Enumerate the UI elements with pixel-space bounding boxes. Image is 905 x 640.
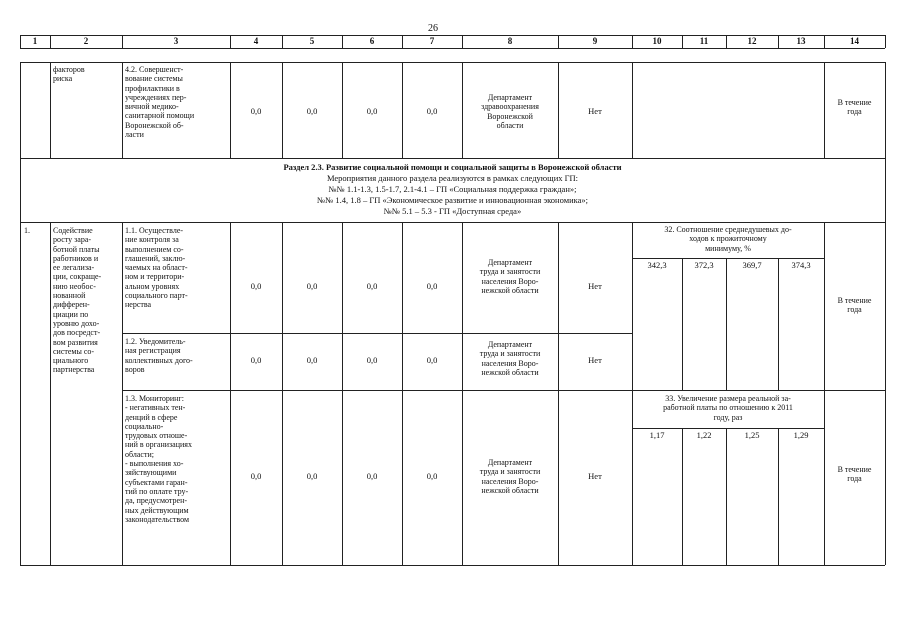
ind32-vline	[778, 258, 779, 390]
r1-col9: Нет	[588, 281, 602, 291]
hdr-vline	[726, 35, 727, 48]
b1-vline	[632, 62, 633, 158]
col-header-4: 4	[253, 36, 259, 46]
b2-vline	[50, 222, 51, 565]
r2-v6: 0,0	[366, 355, 378, 365]
b2-vline	[824, 222, 825, 565]
ind32-label-rule	[632, 258, 824, 259]
table-bottom-rule	[20, 565, 885, 566]
col-header-7: 7	[429, 36, 435, 46]
b2-vline	[342, 222, 343, 565]
b2-col2: Содействие росту зара- ботной платы работников и ее легализа- ции, сокраще- нию необос- нованной дифферен- циации по уровню дохо- дов посредст- вом развития системы со- циального партнерства	[53, 226, 102, 375]
b1-vline	[20, 62, 21, 158]
sec-vline	[885, 158, 886, 222]
section-line-3: №№ 1.4, 1.8 – ГП «Экономическое развитие и инновационная экономика»;	[316, 195, 589, 205]
indicator-32-value: 342,3	[647, 260, 667, 270]
b1-col2: факторов риска	[53, 65, 85, 84]
r2-col9: Нет	[588, 355, 602, 365]
col-header-9: 9	[592, 36, 598, 46]
col-header-13: 13	[796, 36, 806, 46]
r1-col8: Департамент труда и занятости населения Воро- нежской области	[479, 258, 541, 295]
indicator-33-value: 1,22	[696, 430, 712, 440]
r1-col3: 1.1. Осуществле- ние контроля за выполнением со- глашений, заклю- чаемых на област- ном и территори- альном уровнях социального парт- нерства	[125, 226, 188, 310]
r1-v5: 0,0	[306, 281, 318, 291]
section-title: Раздел 2.3. Развитие социальной помощи и социальной защиты в Воронежской области	[283, 162, 622, 172]
ind33-label-rule	[632, 428, 824, 429]
b1-col9: Нет	[588, 106, 602, 116]
b2-vline	[20, 222, 21, 565]
header-bottom-rule	[20, 48, 885, 49]
hdr-vline	[402, 35, 403, 48]
b1-vline	[50, 62, 51, 158]
page-number: 26	[428, 23, 438, 34]
r3-col9: Нет	[588, 471, 602, 481]
b2-col14-a: В течение года	[837, 296, 872, 315]
b1-col3: 4.2. Совершенст- вование системы профилактики в учреждениях пер- вичной медико- санитарной помощи Воронежской об- ласти	[125, 65, 195, 140]
col-header-3: 3	[173, 36, 179, 46]
r1-v7: 0,0	[426, 281, 438, 291]
r1-v4: 0,0	[250, 281, 262, 291]
b2-vline	[558, 222, 559, 565]
header-top-rule	[20, 35, 885, 36]
section-top-rule	[20, 158, 885, 159]
b1-col8: Департамент здравоохранения Воронежской области	[481, 93, 539, 130]
r2-col3: 1.2. Уведомитель- ная регистрация коллективных дого- воров	[125, 337, 193, 374]
col-header-6: 6	[369, 36, 375, 46]
hdr-vline	[282, 35, 283, 48]
hdr-vline	[20, 35, 21, 48]
section-line-2: №№ 1.1-1.3, 1.5-1.7, 2.1-4.1 – ГП «Социальная поддержка граждан»;	[328, 184, 577, 194]
b1-vline	[885, 62, 886, 158]
indicator-33-value: 1,25	[744, 430, 760, 440]
r3-v7: 0,0	[426, 471, 438, 481]
b1-col14: В течение года	[837, 98, 872, 117]
b1-vline	[122, 62, 123, 158]
ind32-vline	[682, 258, 683, 390]
b1-v5: 0,0	[306, 106, 318, 116]
b1-v6: 0,0	[366, 106, 378, 116]
b2-num: 1.	[24, 226, 30, 235]
col-header-8: 8	[507, 36, 513, 46]
col-header-1: 1	[32, 36, 38, 46]
indicator-32-value: 369,7	[742, 260, 762, 270]
b2-vline	[230, 222, 231, 565]
r3-v5: 0,0	[306, 471, 318, 481]
hdr-vline	[632, 35, 633, 48]
b1-v4: 0,0	[250, 106, 262, 116]
section-line-4: №№ 5.1 – 5.3 - ГП «Доступная среда»	[383, 206, 522, 216]
hdr-vline	[824, 35, 825, 48]
col-header-10: 10	[652, 36, 662, 46]
hdr-vline	[462, 35, 463, 48]
b1-v7: 0,0	[426, 106, 438, 116]
hdr-vline	[230, 35, 231, 48]
b2-vline	[402, 222, 403, 565]
ind33-vline	[778, 428, 779, 565]
ind32-vline	[726, 258, 727, 390]
hdr-vline	[50, 35, 51, 48]
section-bottom-rule	[20, 222, 885, 223]
indicator-32-label: 32. Соотношение среднедушевых до- ходов к прожиточному минимуму, %	[664, 225, 792, 253]
ind33-top-rule	[632, 390, 885, 391]
row2-bottom-rule	[122, 390, 632, 391]
indicator-32-value: 372,3	[694, 260, 714, 270]
section-line-1: Мероприятия данного раздела реализуются в рамках следующих ГП:	[326, 173, 579, 183]
row1-bottom-rule	[122, 333, 632, 334]
indicator-33-value: 1,29	[793, 430, 809, 440]
indicator-32-value: 374,3	[791, 260, 811, 270]
hdr-vline	[778, 35, 779, 48]
b2-col14-b: В течение года	[837, 465, 872, 484]
r1-v6: 0,0	[366, 281, 378, 291]
b2-vline	[885, 222, 886, 565]
hdr-vline	[558, 35, 559, 48]
r3-col3: 1.3. Мониторинг: - негативных тен- денций в сфере социально- трудовых отноше- ний в организациях области; - выполнения хо- зяйствующими субъектами гаран- тий по оплате тру- да, предусмотрен- ных действующим законодательством	[125, 394, 192, 524]
r2-v7: 0,0	[426, 355, 438, 365]
r3-col8: Департамент труда и занятости населения Воро- нежской области	[479, 458, 541, 495]
indicator-33-label: 33. Увеличение размера реальной за- работной платы по отношению к 2011 году, раз	[663, 394, 793, 422]
b2-vline	[632, 222, 633, 565]
col-header-14: 14	[850, 36, 859, 46]
b2-vline	[282, 222, 283, 565]
ind33-vline	[726, 428, 727, 565]
col-header-12: 12	[747, 36, 757, 46]
r2-col8: Департамент труда и занятости населения Воро- нежской области	[479, 340, 541, 377]
col-header-2: 2	[83, 36, 89, 46]
r2-v5: 0,0	[306, 355, 318, 365]
col-header-5: 5	[309, 36, 315, 46]
col-header-11: 11	[699, 36, 709, 46]
hdr-vline	[122, 35, 123, 48]
r3-v6: 0,0	[366, 471, 378, 481]
hdr-vline	[682, 35, 683, 48]
ind33-vline	[682, 428, 683, 565]
b2-vline	[122, 222, 123, 565]
indicator-33-value: 1,17	[649, 430, 665, 440]
hdr-vline	[342, 35, 343, 48]
r2-v4: 0,0	[250, 355, 262, 365]
block1-top-rule	[20, 62, 885, 63]
r3-v4: 0,0	[250, 471, 262, 481]
hdr-vline	[885, 35, 886, 48]
